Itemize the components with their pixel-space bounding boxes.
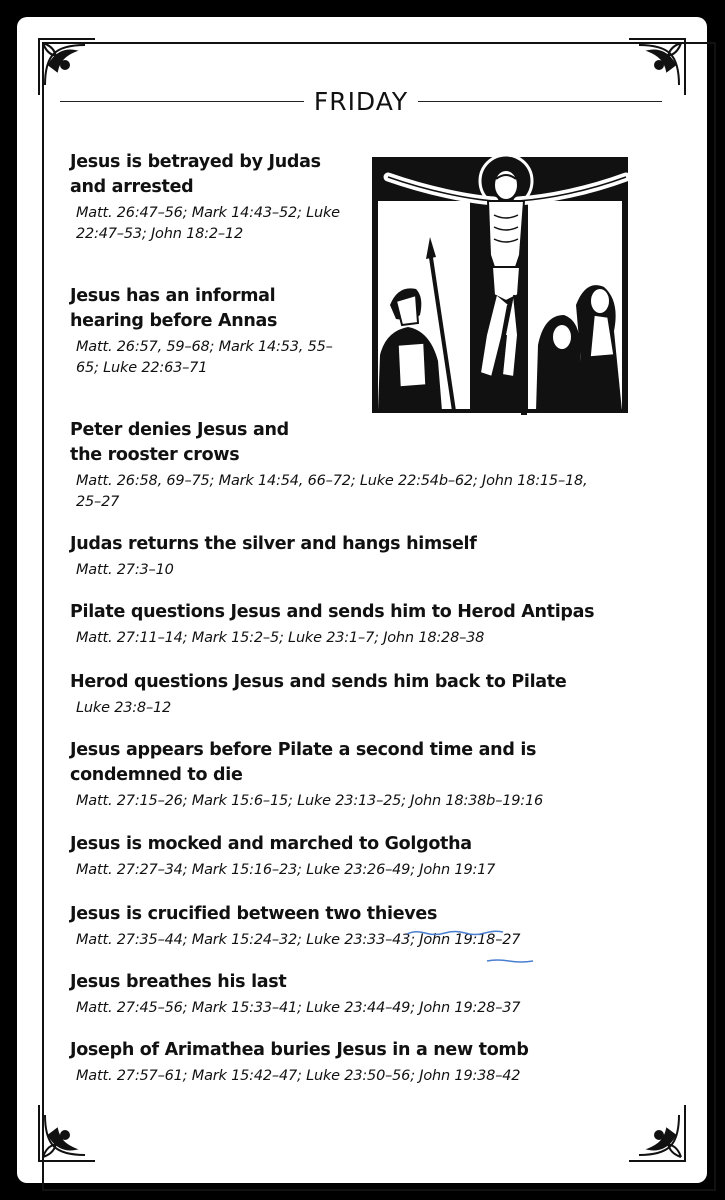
pen-underline-mark: [405, 928, 505, 938]
pen-underline-mark: [485, 957, 535, 965]
event-references: Matt. 26:58, 69–75; Mark 14:54, 66–72; Luke 22:54b–62; John 18:15–18, 25–27: [76, 473, 588, 510]
event-title: Jesus is crucified between two thieves: [70, 904, 438, 924]
event-item: [70, 902, 670, 951]
event-item: [70, 418, 670, 513]
heading-rule-left: [60, 101, 304, 102]
event-title: Jesus is mocked and marched to Golgotha: [70, 834, 472, 854]
event-item: [70, 150, 670, 245]
event-item: [70, 532, 670, 581]
event-title: Joseph of Arimathea buries Jesus in a new tomb: [70, 1040, 529, 1060]
event-item: [70, 670, 670, 719]
event-title: Jesus breathes his last: [70, 972, 287, 992]
event-references: Matt. 26:57, 59–68; Mark 14:53, 55–65; Luke 22:63–71: [76, 339, 333, 376]
event-references: Matt. 27:35–44; Mark 15:24–32; Luke 23:33–43; John 19:18–27: [76, 932, 521, 948]
event-item: [70, 738, 670, 812]
event-references: Matt. 27:11–14; Mark 15:2–5; Luke 23:1–7; John 18:28–38: [76, 630, 485, 646]
event-title: Jesus has an informal hearing before Annas: [70, 286, 278, 331]
event-item: [70, 1038, 670, 1087]
event-title: Peter denies Jesus and the rooster crows: [70, 420, 289, 465]
event-references: Matt. 27:15–26; Mark 15:6–15; Luke 23:13–25; John 18:38b–19:16: [76, 793, 544, 809]
event-references: Matt. 26:47–56; Mark 14:43–52; Luke 22:47–53; John 18:2–12: [76, 205, 340, 242]
event-item: [70, 600, 670, 649]
event-title: Herod questions Jesus and sends him back to Pilate: [70, 672, 567, 692]
event-item: [70, 970, 670, 1019]
event-references: Matt. 27:27–34; Mark 15:16–23; Luke 23:26–49; John 19:17: [76, 862, 496, 878]
page-title: FRIDAY: [313, 86, 409, 116]
event-title: Pilate questions Jesus and sends him to Herod Antipas: [70, 602, 595, 622]
event-title: Judas returns the silver and hangs himself: [70, 534, 477, 554]
flourish-ornament-icon: [35, 1101, 99, 1165]
heading-row: [60, 86, 662, 116]
event-title: Jesus appears before Pilate a second time and is condemned to die: [70, 740, 537, 785]
event-item: [70, 832, 670, 881]
event-references: Luke 23:8–12: [76, 700, 172, 716]
heading-rule-right: [418, 101, 662, 102]
event-references: Matt. 27:57–61; Mark 15:42–47; Luke 23:50–56; John 19:38–42: [76, 1068, 521, 1084]
event-references: Matt. 27:45–56; Mark 15:33–41; Luke 23:44–49; John 19:28–37: [76, 1000, 521, 1016]
event-item: [70, 284, 670, 379]
flourish-ornament-icon: [625, 1101, 689, 1165]
event-title: Jesus is betrayed by Judas and arrested: [70, 152, 321, 197]
event-references: Matt. 27:3–10: [76, 562, 174, 578]
